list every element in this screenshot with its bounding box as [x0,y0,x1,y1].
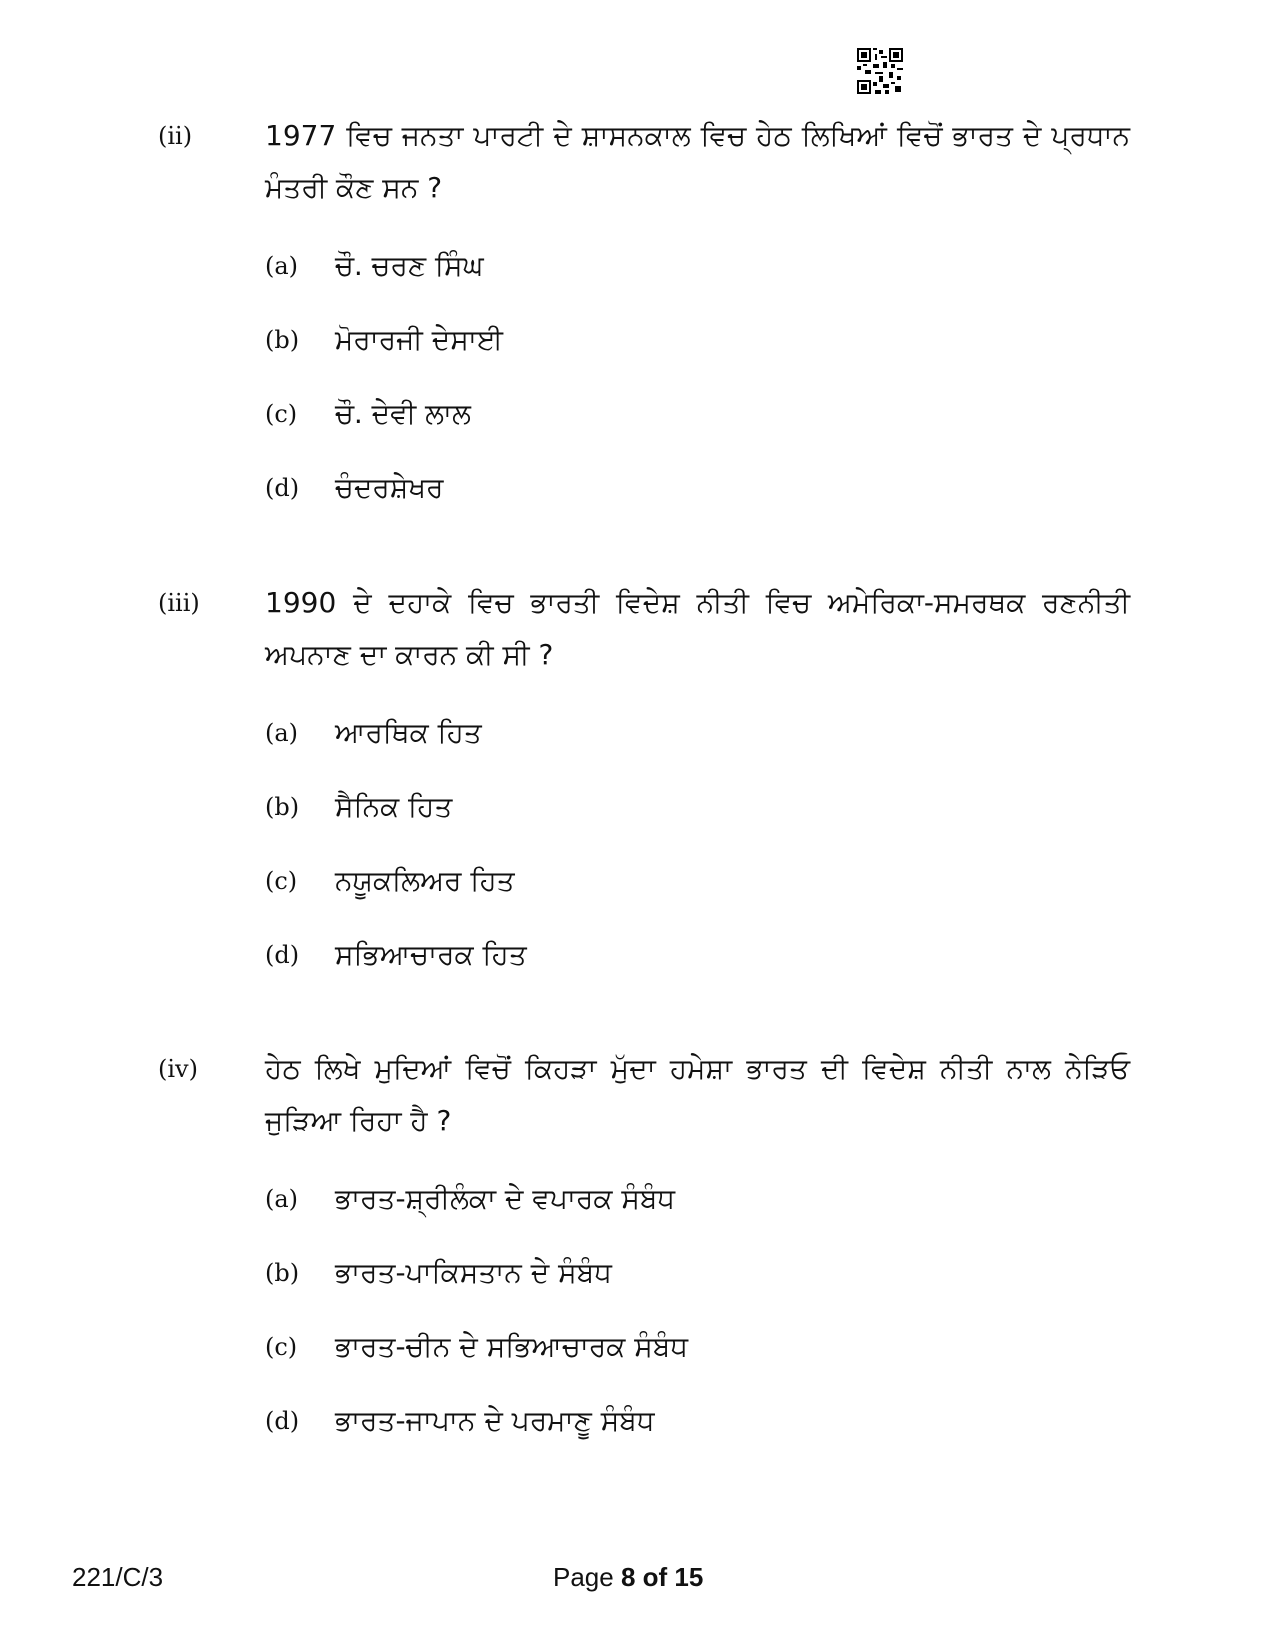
question-number: (iii) [158,589,200,617]
option-a [0,707,1275,767]
page-current: 8 [620,1562,636,1592]
option-text: ਚੌ. ਚਰਣ ਸਿੰਘ [335,249,484,282]
option-d [0,929,1275,989]
page-number [553,1562,703,1593]
option-label: (b) [265,326,300,354]
option-d [0,1395,1275,1455]
option-label: (d) [265,941,300,969]
option-text: ਨਯੂਕਲਿਅਰ ਹਿਤ [335,864,515,897]
option-label: (c) [265,867,298,895]
question-number: (ii) [158,122,193,150]
page-total: 15 [674,1562,704,1592]
option-label: (c) [265,1333,298,1361]
page-of: of [635,1562,675,1592]
option-label: (a) [265,719,299,747]
option-b [0,781,1275,841]
option-c [0,388,1275,448]
question-text: 1990 ਦੇ ਦਹਾਕੇ ਵਿਚ ਭਾਰਤੀ ਵਿਦੇਸ਼ ਨੀਤੀ ਵਿਚ ਅਮੇਰਿਕਾ-ਸਮਰਥਕ ਰਣਨੀਤੀ ਅਪਨਾਣ ਦਾ ਕਾਰਨ ਕੀ ਸੀ ? [265,586,1130,671]
option-d [0,462,1275,522]
paper-code: 221/C/3 [72,1562,164,1592]
option-c [0,1321,1275,1381]
option-text: ਭਾਰਤ-ਜਾਪਾਨ ਦੇ ਪਰਮਾਣੂ ਸੰਬੰਧ [335,1404,655,1437]
option-text: ਭਾਰਤ-ਸ਼੍ਰੀਲੰਕਾ ਦੇ ਵਪਾਰਕ ਸੰਬੰਧ [335,1182,676,1215]
option-text: ਚੰਦਰਸ਼ੇਖਰ [335,471,444,504]
option-label: (b) [265,793,300,821]
option-a [0,1173,1275,1233]
option-text: ਚੌ. ਦੇਵੀ ਲਾਲ [335,397,471,430]
option-b [0,314,1275,374]
option-text: ਸਭਿਆਚਾਰਕ ਹਿਤ [335,938,527,971]
question-text: ਹੇਠ ਲਿਖੇ ਮੁਦਿਆਂ ਵਿਚੋਂ ਕਿਹੜਾ ਮੁੱਦਾ ਹਮੇਸ਼ਾ ਭਾਰਤ ਦੀ ਵਿਦੇਸ਼ ਨੀਤੀ ਨਾਲ ਨੇੜਿਓ ਜੁੜਿਆ ਰਿਹਾ ਹੈ ? [265,1052,1130,1137]
option-label: (b) [265,1259,300,1287]
option-text: ਮੋਰਾਰਜੀ ਦੇਸਾਈ [335,323,503,356]
qr-code-icon [857,48,903,94]
option-text: ਸੈਨਿਕ ਹਿਤ [335,790,453,823]
option-c [0,855,1275,915]
option-text: ਆਰਥਿਕ ਹਿਤ [335,716,482,749]
question-number: (iv) [158,1055,198,1083]
option-b [0,1247,1275,1307]
option-text: ਭਾਰਤ-ਚੀਨ ਦੇ ਸਭਿਆਚਾਰਕ ਸੰਬੰਧ [335,1330,688,1363]
option-text: ਭਾਰਤ-ਪਾਕਿਸਤਾਨ ਦੇ ਸੰਬੰਧ [335,1256,612,1289]
option-label: (a) [265,252,299,280]
option-a [0,240,1275,300]
option-label: (d) [265,1407,300,1435]
option-label: (c) [265,400,298,428]
question-text: 1977 ਵਿਚ ਜਨਤਾ ਪਾਰਟੀ ਦੇ ਸ਼ਾਸਨਕਾਲ ਵਿਚ ਹੇਠ ਲਿਖਿਆਂ ਵਿਚੋਂ ਭਾਰਤ ਦੇ ਪ੍ਰਧਾਨ ਮੰਤਰੀ ਕੌਣ ਸਨ ? [265,119,1130,204]
page-prefix: Page [553,1562,621,1592]
option-label: (a) [265,1185,299,1213]
option-label: (d) [265,474,300,502]
